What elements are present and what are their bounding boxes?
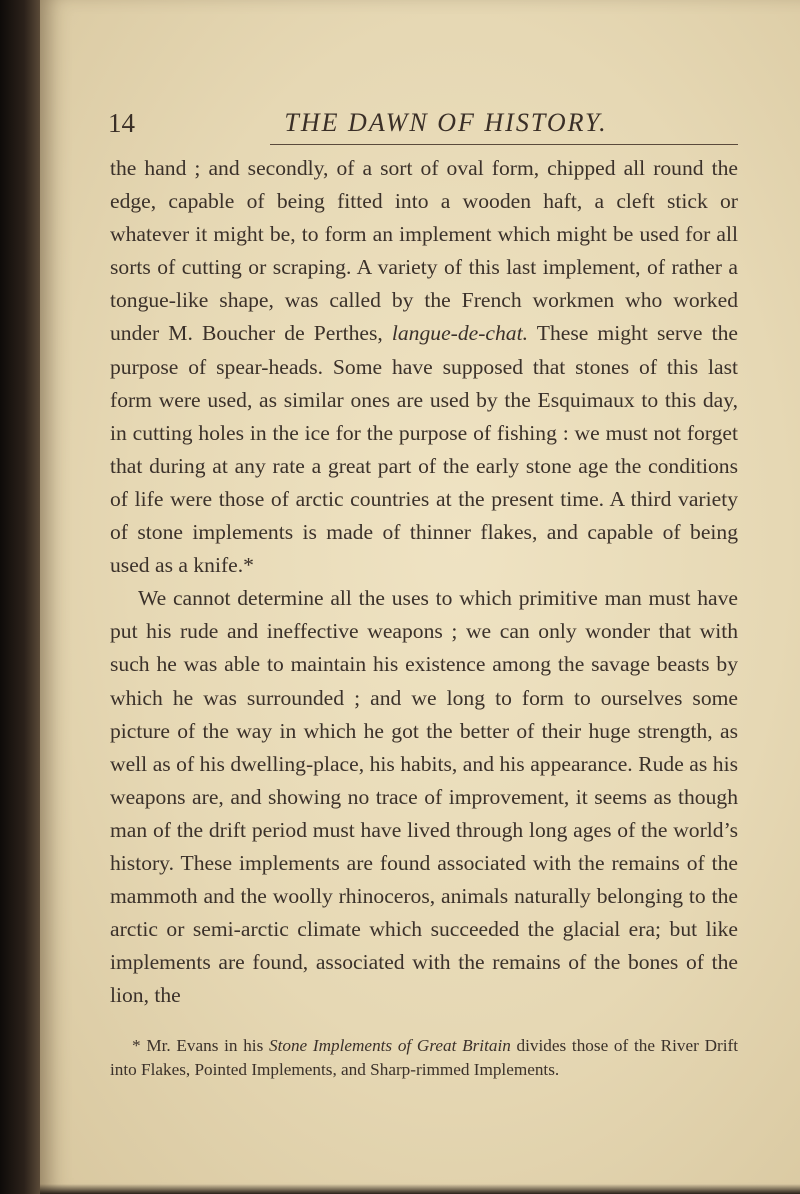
paragraph-2: We cannot determine all the uses to which primitive man must have put his rude and ineffective weapons ; we can only wonder that with such he was able to maintain his existence among the savage beasts by which he was surrounded ; and we long to form to ourselves some picture of the way in which he got the better of their huge strength, as well as of his dwelling-place, his habits, and his appearance. Rude as his weapons are, and showing no trace of improvement, it seems as though man of the drift period must have lived through long ages of the world’s history. These implements are found associated with the remains of the mammoth and the woolly rhinoceros, animals naturally belonging to the arctic or semi-arctic climate which succeeded the glacial era; but like implements are found, associated with the remains of the bones of the lion, the [110,586,738,1008]
book-spine [0,0,40,1194]
page-header [108,108,744,144]
footnote-text [110,1034,738,1082]
paragraph-1-text-a: the hand ; and secondly, of a sort of oval form, chipped all round the edge, capable of being fitted into a wooden haft, a cleft stick or whatever it might be, to form an implement which might be used for all sorts of cutting or scraping. A variety of this last implement, of rather a tongue-like shape, was called by the French workmen who worked under M. Boucher de Perthes, [110,156,738,346]
paragraph-1 [110,152,738,582]
footnote-text-b: divides those of the River Drift into Flakes, Pointed Implements, and Sharp-rimmed Implements. [110,1036,738,1079]
paragraph-1-text-b: These might serve the purpose of spear-heads. Some have supposed that stones of this last form were used, as similar ones are used by the Esquimaux to this day, in cutting holes in the ice for the purpose of fishing : we must not forget that during at any rate a great part of the early stone age the conditions of life were those of arctic countries at the present time. A third variety of stone implements is made of thinner flakes, and capable of being used as a knife.* [110,321,739,578]
footnote [110,1034,738,1082]
paragraph-1-italic-term: langue-de-chat. [391,321,529,346]
body-text [110,152,738,1012]
running-title: THE DAWN OF HISTORY. [284,108,608,137]
page-bottom-edge [40,1184,800,1194]
header-rule [270,144,738,145]
footnote-text-a: * Mr. Evans in his [132,1036,269,1055]
footnote-book-title: Stone Implements of Great Britain [268,1036,511,1055]
page-number: 14 [108,108,135,138]
